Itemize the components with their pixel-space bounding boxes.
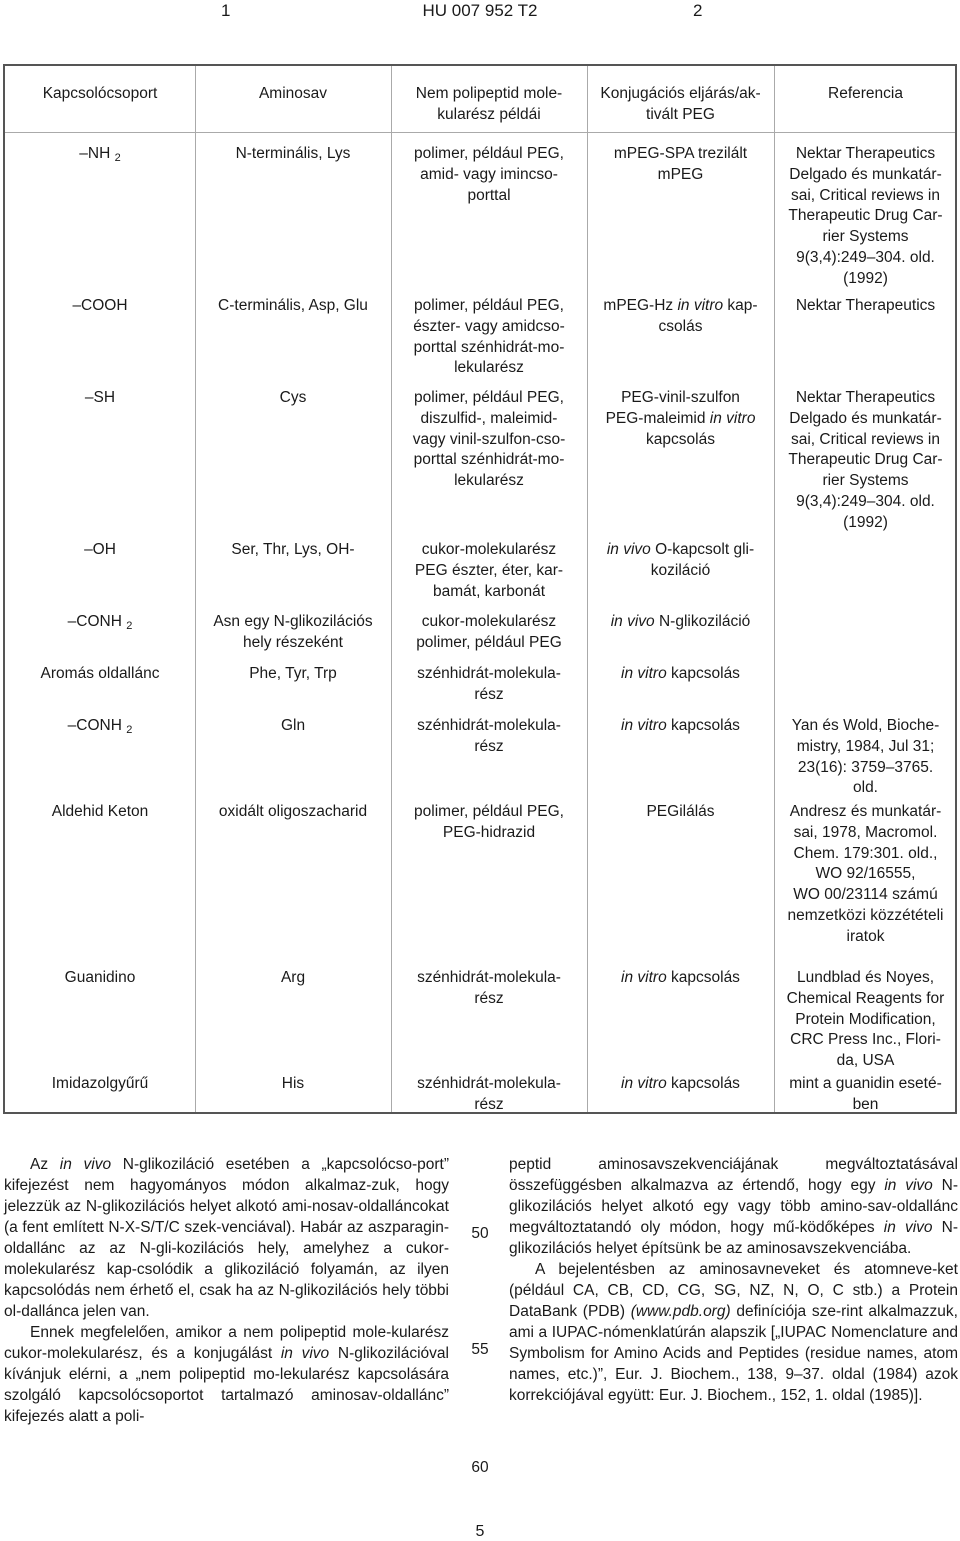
method-cell <box>587 388 774 450</box>
method-text: kapcsolás <box>666 665 740 682</box>
italic-text: in vivo <box>884 1177 933 1194</box>
reference-cell: Yan és Wold, Bioche- mistry, 1984, Jul 31; 23(16): 3759–3765. old. <box>791 717 940 797</box>
paragraph <box>4 1322 449 1427</box>
group-subscript: 2 <box>126 620 133 632</box>
aminosav-cell: Gln <box>280 717 306 734</box>
example-cell: szénhidrát-molekula- rész <box>417 1075 561 1113</box>
group-name: –CONH <box>67 613 122 630</box>
method-cell <box>587 612 774 633</box>
group-cell <box>5 664 195 685</box>
line-number: 55 <box>471 1341 489 1358</box>
reference-table <box>3 64 957 1114</box>
method-cell <box>587 296 774 338</box>
group-cell <box>5 716 195 741</box>
text: A bejelentésben az aminosavneveket és atomneve-ket (például CA, CB, CD, CG, SG, NZ, N, O, C stb.) a Protein DataBank (PDB) <box>509 1261 958 1320</box>
paragraph <box>4 1154 449 1322</box>
group-cell <box>5 144 195 169</box>
group-cell <box>5 968 195 989</box>
example-cell: polimer, például PEG, PEG-hidrazid <box>414 803 564 841</box>
paragraph <box>509 1154 958 1259</box>
column-divider <box>587 66 588 1112</box>
group-cell <box>5 802 195 823</box>
group-subscript: 2 <box>126 724 133 736</box>
group-cell <box>5 1074 195 1095</box>
reference-cell: Nektar Therapeutics <box>795 297 936 314</box>
column-header-aminosav: Aminosav <box>258 85 328 102</box>
text: N-glikozilációs helyet építsünk be az aminosavszekvenciába. <box>509 1219 958 1257</box>
group-name: Aromás oldallánc <box>40 665 160 682</box>
text: peptid aminosavszekvenciájának megváltoztatásával összefüggésben alkalmazva az értendő, hogy egy <box>509 1156 958 1194</box>
aminosav-cell: Ser, Thr, Lys, OH- <box>231 541 355 558</box>
column-header-non-polypeptid: Nem polipeptid mole- kularész példái <box>415 85 563 123</box>
italic-text: in vivo <box>883 1219 933 1236</box>
aminosav-cell: His <box>281 1075 305 1092</box>
group-cell <box>5 540 195 561</box>
method-text: in vitro <box>621 665 667 682</box>
aminosav-cell: oxidált oligoszacharid <box>218 803 368 820</box>
method-text: mPEG-SPA trezilált mPEG <box>613 145 748 183</box>
method-text: PEGilálás <box>646 803 715 820</box>
method-text: kapcsolás <box>646 430 715 448</box>
italic-text: (www.pdb.org) <box>630 1303 731 1320</box>
page-number: 5 <box>475 1523 485 1540</box>
text: N-glikozilációval kívánjuk elérni, a „nem polipeptid mo-lekularész kapcsolására szolgáló kapcsolócsoportot tartalmazó aminosav-oldallánc” kifejezés alatt a poli- <box>4 1345 449 1425</box>
aminosav-cell: Arg <box>280 969 306 986</box>
text: Az <box>30 1156 60 1173</box>
method-text: in vivo <box>610 613 655 630</box>
method-text: in vitro <box>621 969 667 986</box>
method-cell <box>587 1074 774 1095</box>
paragraph <box>509 1259 958 1406</box>
method-cell <box>587 664 774 685</box>
example-cell: cukor-molekularész PEG észter, éter, kar- bamát, karbonát <box>414 541 564 600</box>
text: Ennek megfelelően, amikor a nem polipeptid mole-kularész cukor-molekularész, és a konjugálást <box>4 1324 449 1362</box>
reference-cell: mint a guanidin eseté- ben <box>789 1075 942 1113</box>
text: N-glikozilációs helyet alkotó egy vagy több amino-sav-oldallánc megváltoztatandó oly módon, hogy mű-ködőképes <box>509 1177 959 1236</box>
method-cell <box>587 716 774 737</box>
reference-cell: Nektar Therapeutics Delgado és munkatár- sai, Critical reviews in Therapeutic Drug Car- rier Systems 9(3,4):249–304. old. (1992) <box>788 145 943 287</box>
aminosav-cell: C-terminális, Asp, Glu <box>218 297 368 314</box>
group-cell <box>5 612 195 637</box>
method-text: in vitro <box>621 717 667 734</box>
header-divider <box>5 132 955 133</box>
group-cell <box>5 388 195 409</box>
column-header-konjugacios-eljaras: Konjugációs eljárás/ak- tivált PEG <box>600 85 761 123</box>
example-cell: polimer, például PEG, észter- vagy amidcso- porttal szénhidrát-mo- lekularész <box>413 297 565 377</box>
reference-cell: Lundblad és Noyes, Chemical Reagents for Protein Modification, CRC Press Inc., Flori- da, USA <box>786 969 945 1070</box>
example-cell: cukor-molekularész polimer, például PEG <box>416 613 562 651</box>
group-name: –OH <box>84 541 116 558</box>
aminosav-cell: Phe, Tyr, Trp <box>249 665 337 682</box>
method-text: kapcsolás <box>666 1075 740 1092</box>
group-name: Guanidino <box>64 969 136 986</box>
method-text: kapcsolás <box>666 969 740 986</box>
method-text: in vivo <box>606 541 651 558</box>
method-text: O-kapcsolt gli- koziláció <box>650 541 755 579</box>
text: definíciója sze-rint alkalmazzuk, ami a IUPAC-nómenklatúrán alapszik [„IUPAC Nomenclature and Symbolism for Amino Acids and Peptides (residue names, atom names, etc.)”, Eur. J. Biochem., 138, 9–37. oldal (1984) azok korrekciójával együtt: Eur. J. Biochem., 152, 1. oldal (1985)]. <box>509 1303 958 1404</box>
group-name: –NH <box>79 145 111 162</box>
method-cell <box>587 968 774 989</box>
aminosav-cell: N-terminális, Lys <box>235 145 351 162</box>
reference-cell: Andresz és munkatár- sai, 1978, Macromol. Chem. 179:301. old., WO 92/16555, WO 00/23114 számú nemzetközi közzétételi iratok <box>787 803 944 945</box>
method-text: PEG-vinil-szulfon PEG-maleimid <box>605 389 740 427</box>
example-cell: polimer, például PEG, amid- vagy imincso- porttal <box>414 145 564 204</box>
method-text: in vitro <box>677 297 724 314</box>
reference-cell: Nektar Therapeutics Delgado és munkatár- sai, Critical reviews in Therapeutic Drug Car- rier Systems 9(3,4):249–304. old. (1992) <box>788 389 943 531</box>
aminosav-cell: Cys <box>279 389 307 406</box>
italic-text: in vivo <box>280 1345 330 1362</box>
column-divider <box>195 66 196 1112</box>
aminosav-cell: Asn egy N-glikozilációs hely részeként <box>213 613 373 651</box>
group-name: –COOH <box>72 297 128 314</box>
column-header-kapcsolocsoport: Kapcsolócsoport <box>42 85 158 102</box>
method-text: kapcsolás <box>666 717 740 734</box>
header-right-page-number: 2 <box>693 1 703 20</box>
group-subscript: 2 <box>114 152 121 164</box>
example-cell: szénhidrát-molekula- rész <box>417 665 561 703</box>
group-cell <box>5 296 195 317</box>
method-text: in vitro <box>709 409 756 427</box>
line-number: 50 <box>471 1225 489 1242</box>
example-cell: szénhidrát-molekula- rész <box>417 969 561 1007</box>
line-number: 60 <box>471 1459 489 1476</box>
method-text: kap- csolás <box>658 297 758 335</box>
group-name: Aldehid Keton <box>51 803 149 820</box>
italic-text: in vivo <box>59 1156 112 1173</box>
example-cell: szénhidrát-molekula- rész <box>417 717 561 755</box>
column-header-referencia: Referencia <box>828 85 903 102</box>
body-column-right <box>509 1154 958 1406</box>
method-cell <box>587 802 774 823</box>
group-name: Imidazolgyűrű <box>51 1075 149 1092</box>
method-cell <box>587 540 774 582</box>
method-text: in vitro <box>621 1075 667 1092</box>
group-name: –SH <box>84 389 116 406</box>
method-text: N-glikoziláció <box>654 613 751 630</box>
header-left-page-number: 1 <box>221 1 231 20</box>
text: N-glikoziláció esetében a „kapcsolócso-port” kifejezést nem hagyományos módon alkalmaz-zuk, hogy jelezzük az N-glikozilációs helyet alkotó ami-nosav-oldalláncokat (a fent említett N-X-S/T/C szek-venciával). Habár az aszparagin-oldallánc az az N-gli-kozilációs hely, amelyhez a cukor-molekularész kap-csolódik a glikoziláció folyamán, az ilyen kapcsolódás nem érhető el, csak ha az N-glikozilációs hely többi ol-dallánca jelen van. <box>4 1156 450 1320</box>
method-text: mPEG-Hz <box>603 297 678 314</box>
method-cell <box>587 144 774 186</box>
group-name: –CONH <box>67 717 122 734</box>
example-cell: polimer, például PEG, diszulfid-, maleimid- vagy vinil-szulfon-cso- porttal szénhidrát-mo- lekularész <box>412 389 566 490</box>
header-document-id: HU 007 952 T2 <box>422 1 538 20</box>
body-column-left <box>4 1154 449 1427</box>
page-header <box>0 0 960 28</box>
